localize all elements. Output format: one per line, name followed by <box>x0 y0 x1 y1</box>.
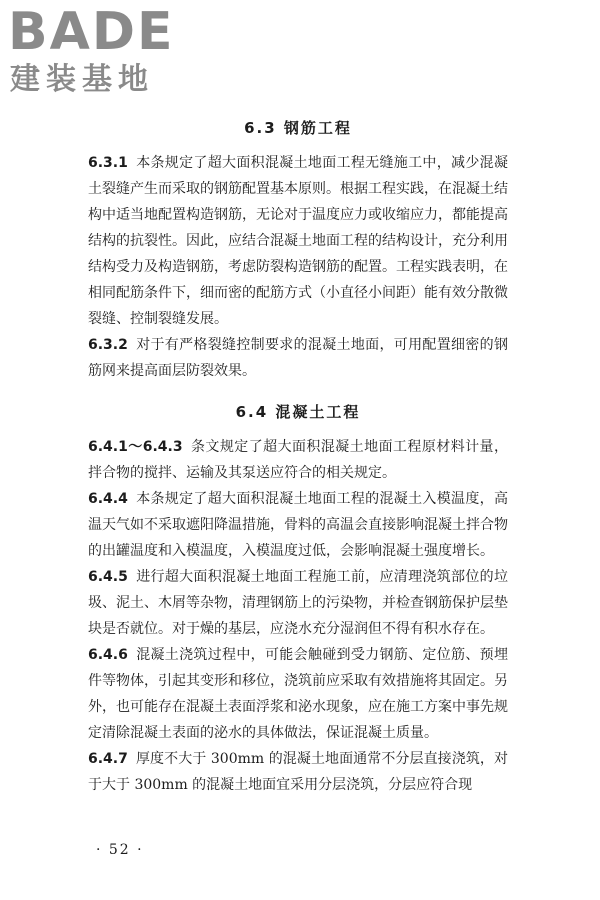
paragraph-number: 6.4.6 <box>88 647 128 663</box>
logo <box>8 4 178 104</box>
paragraph-text: 本条规定了超大面积混凝土地面工程无缝施工中，减少混凝土裂缝产生而采取的钢筋配置基本原则。根据工程实践，在混凝土结构中适当地配置构造钢筋，无论对于温度应力或收缩应力，都能提高结构的抗裂性。因此，应结合混凝土地面工程的结构设计，充分利用结构受力及构造钢筋，考虑防裂构造钢筋的配置。工程实践表明，在相同配筋条件下，细而密的配筋方式（小直径小间距）能有效分散微裂缝、控制裂缝发展。 <box>88 155 508 327</box>
paragraph-6-4-5 <box>88 564 508 642</box>
paragraph-number: 6.4.4 <box>88 491 128 507</box>
paragraph-number: 6.3.1 <box>88 155 128 171</box>
paragraph-6-4-4 <box>88 486 508 564</box>
section-title-6-3: 6.3 钢筋工程 <box>244 119 352 137</box>
section-title-6-4: 6.4 混凝土工程 <box>235 403 361 421</box>
logo-subtitle: 建装基地 <box>10 62 154 97</box>
logo-wordmark: BADE <box>8 2 175 62</box>
paragraph-6-4-1-3 <box>88 434 508 486</box>
page-content <box>88 110 508 798</box>
paragraph-6-3-1 <box>88 150 508 332</box>
paragraph-text: 厚度不大于 300mm 的混凝土地面通常不分层直接浇筑，对于大于 300mm 的混凝土地面宜采用分层浇筑，分层应符合现 <box>88 751 508 793</box>
paragraph-number: 6.4.5 <box>88 569 128 585</box>
paragraph-text: 对于有严格裂缝控制要求的混凝土地面，可用配置细密的钢筋网来提高面层防裂效果。 <box>88 337 508 379</box>
paragraph-text: 混凝土浇筑过程中，可能会触碰到受力钢筋、定位筋、预埋件等物体，引起其变形和移位，浇筑前应采取有效措施将其固定。另外，也可能存在混凝土表面浮浆和泌水现象，应在施工方案中事先规定清除混凝土表面的泌水的具体做法，保证混凝土质量。 <box>88 647 508 741</box>
paragraph-text: 条文规定了超大面积混凝土地面工程原材料计量，拌合物的搅拌、运输及其泵送应符合的相关规定。 <box>88 439 508 481</box>
paragraph-number: 6.3.2 <box>88 337 128 353</box>
paragraph-6-4-6 <box>88 642 508 746</box>
paragraph-number: 6.4.1～6.4.3 <box>88 439 183 455</box>
page-number: · 52 · <box>96 842 144 858</box>
paragraph-text: 进行超大面积混凝土地面工程施工前，应清理浇筑部位的垃圾、泥土、木屑等杂物，清理钢筋上的污染物，并检查钢筋保护层垫块是否就位。对于燥的基层，应浇水充分湿润但不得有积水存在。 <box>88 569 508 637</box>
paragraph-text: 本条规定了超大面积混凝土地面工程的混凝土入模温度，高温天气如不采取遮阳降温措施，骨料的高温会直接影响混凝土拌合物的出罐温度和入模温度，入模温度过低，会影响混凝土强度增长。 <box>88 491 508 559</box>
paragraph-6-3-2 <box>88 332 508 384</box>
paragraph-6-4-7 <box>88 746 508 798</box>
paragraph-number: 6.4.7 <box>88 751 128 767</box>
